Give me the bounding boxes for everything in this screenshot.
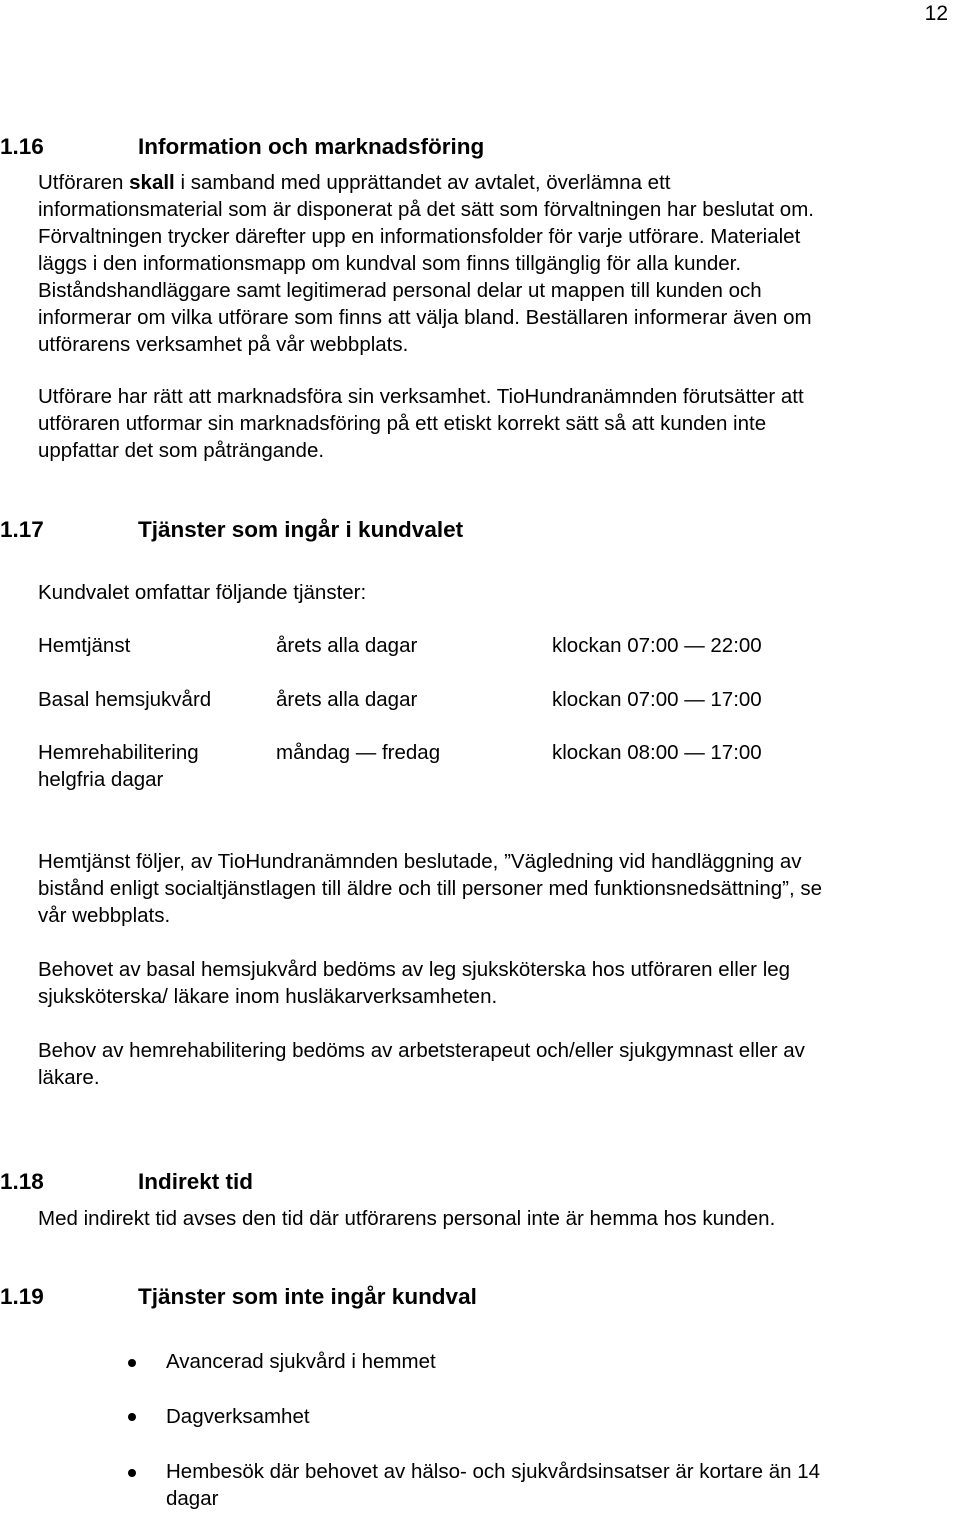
section-number: 1.18 — [0, 1169, 44, 1194]
section-title: Information och marknadsföring — [138, 134, 485, 159]
text-line: Biståndshandläggare samt legitimerad personal delar ut mappen till kunden och — [38, 279, 762, 302]
services-intro: Kundvalet omfattar följande tjänster: — [38, 581, 367, 604]
service-name: Hemtjänst — [38, 634, 131, 657]
section-heading-1-16 — [0, 134, 960, 162]
paragraph-hemrehabilitering — [38, 1037, 805, 1091]
text-line: läggs i den informationsmapp om kundval som finns tillgänglig för alla kunder. — [38, 252, 742, 275]
text-line: uppfattar det som påträngande. — [38, 439, 325, 462]
paragraph-hemsjukvard — [38, 956, 790, 1010]
text-line: läkare. — [38, 1066, 100, 1089]
section-number: 1.16 — [0, 134, 44, 159]
list-item-text: Avancerad sjukvård i hemmet — [166, 1350, 436, 1373]
text-line: informationsmaterial som är disponerat på det sätt som förvaltningen har beslutat om. — [38, 198, 814, 221]
service-name: Basal hemsjukvård — [38, 688, 212, 711]
text-line: Förvaltningen trycker därefter upp en informationsfolder för varje utförare. Materialet — [38, 225, 801, 248]
service-extra: helgfria dagar — [38, 768, 164, 791]
bullet-icon — [128, 1469, 136, 1477]
section-number: 1.19 — [0, 1284, 44, 1309]
text-line: Behov av hemrehabilitering bedöms av arbetsterapeut och/eller sjukgymnast eller av — [38, 1039, 805, 1062]
service-days: årets alla dagar — [276, 688, 418, 711]
paragraph-marketing — [38, 383, 804, 464]
paragraph-hemtjanst — [38, 848, 822, 929]
service-days: årets alla dagar — [276, 634, 418, 657]
section-title: Tjänster som inte ingår kundval — [138, 1284, 477, 1309]
service-days: måndag — fredag — [276, 741, 441, 764]
paragraph-indirekt-tid: Med indirekt tid avses den tid där utförarens personal inte är hemma hos kunden. — [38, 1207, 776, 1230]
section-number: 1.17 — [0, 517, 44, 542]
service-name: Hemrehabilitering — [38, 741, 199, 764]
list-item-text: Hembesök där behovet av hälso- och sjukvårdsinsatser är kortare än 14 dagar — [166, 1460, 821, 1510]
text-line: utförarens verksamhet på vår webbplats. — [38, 333, 409, 356]
page-number: 12 — [924, 2, 948, 25]
section-title: Indirekt tid — [138, 1169, 254, 1194]
text-line: Utförare har rätt att marknadsföra sin verksamhet. TioHundranämnden förutsätter att — [38, 385, 804, 408]
service-hours: klockan 08:00 — 17:00 — [552, 741, 762, 764]
bullet-icon — [128, 1359, 136, 1367]
text-line: Hemtjänst följer, av TioHundranämnden beslutade, ”Vägledning vid handläggning av — [38, 850, 802, 873]
service-hours: klockan 07:00 — 17:00 — [552, 688, 762, 711]
service-hours: klockan 07:00 — 22:00 — [552, 634, 762, 657]
paragraph-information — [38, 169, 814, 358]
section-heading-1-19 — [0, 1284, 960, 1312]
bullet-icon — [128, 1413, 136, 1421]
section-title: Tjänster som ingår i kundvalet — [138, 517, 464, 542]
text-line: sjuksköterska/ läkare inom husläkarverksamheten. — [38, 985, 498, 1008]
list-item-text: Dagverksamhet — [166, 1405, 310, 1428]
text-line: informerar om vilka utförare som finns att välja bland. Beställaren informerar även om — [38, 306, 812, 329]
emphasis-skall: skall — [129, 171, 175, 194]
text-line: Utföraren skall i samband med upprättandet av avtalet, överlämna ett — [38, 171, 671, 194]
text-line: vår webbplats. — [38, 904, 171, 927]
text-line: utföraren utformar sin marknadsföring på ett etiskt korrekt sätt så att kunden inte — [38, 412, 767, 435]
text-line: Behovet av basal hemsjukvård bedöms av leg sjuksköterska hos utföraren eller leg — [38, 958, 791, 981]
section-heading-1-17 — [0, 517, 960, 545]
section-heading-1-18 — [0, 1169, 960, 1197]
text-line: bistånd enligt socialtjänstlagen till äldre och till personer med funktionsnedsättning”, se — [38, 877, 823, 900]
